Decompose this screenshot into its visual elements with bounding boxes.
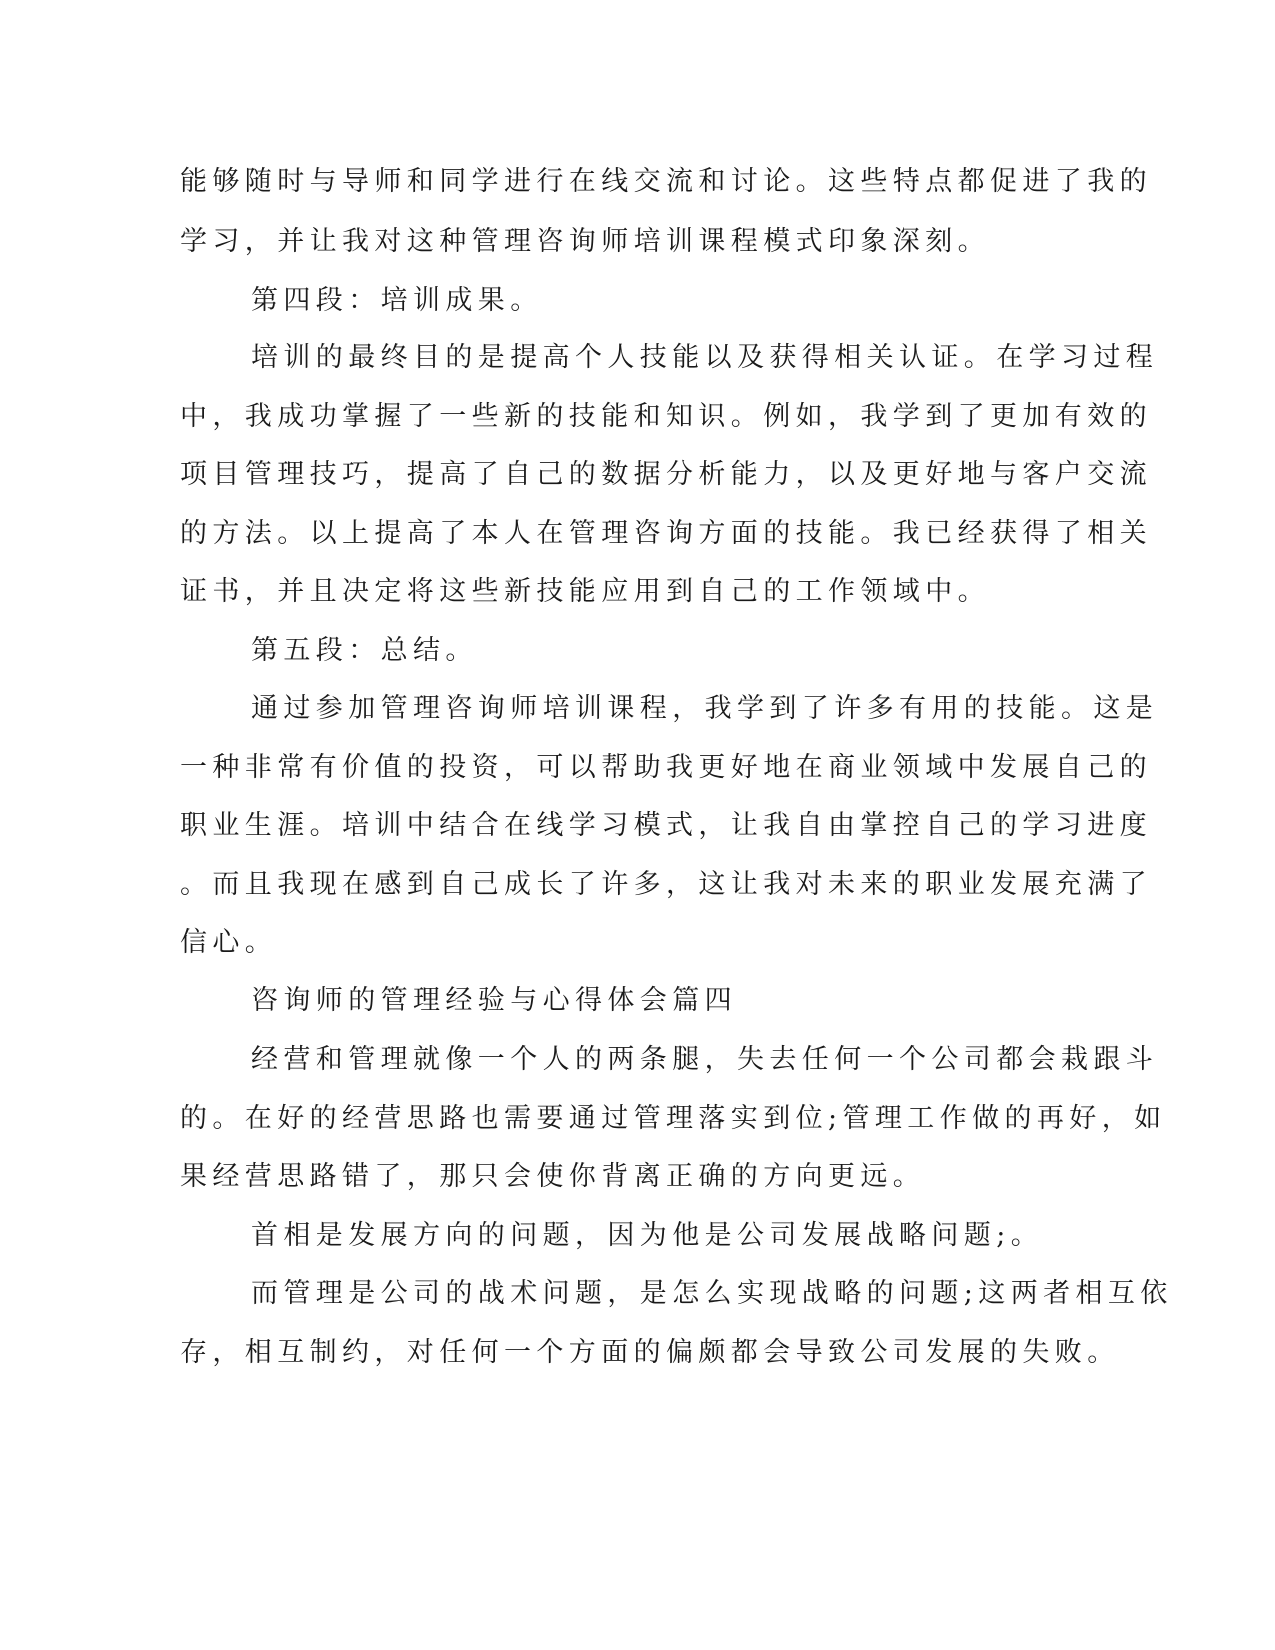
- text-line: 证书，并且决定将这些新技能应用到自己的工作领域中。: [180, 576, 990, 607]
- text-line: 的。在好的经营思路也需要通过管理落实到位;管理工作做的再好，如: [180, 1103, 1167, 1134]
- text-line: 经营和管理就像一个人的两条腿，失去任何一个公司都会栽跟斗: [251, 1044, 1159, 1075]
- text-line: 而管理是公司的战术问题，是怎么实现战略的问题;这两者相互依: [251, 1278, 1173, 1309]
- text-line: 中，我成功掌握了一些新的技能和知识。例如，我学到了更加有效的: [180, 401, 1152, 432]
- text-line: 学习，并让我对这种管理咨询师培训课程模式印象深刻。: [180, 226, 990, 257]
- text-line: 项目管理技巧，提高了自己的数据分析能力，以及更好地与客户交流: [180, 459, 1152, 490]
- article-title: 咨询师的管理经验与心得体会篇四: [251, 985, 737, 1016]
- section-heading: 第五段：总结。: [251, 635, 478, 666]
- text-line: 一种非常有价值的投资，可以帮助我更好地在商业领域中发展自己的: [180, 752, 1152, 783]
- text-line: 通过参加管理咨询师培训课程，我学到了许多有用的技能。这是: [251, 693, 1159, 724]
- section-heading: 第四段：培训成果。: [251, 285, 543, 316]
- text-line: 职业生涯。培训中结合在线学习模式，让我自由掌控自己的学习进度: [180, 810, 1152, 841]
- text-line: 能够随时与导师和同学进行在线交流和讨论。这些特点都促进了我的: [180, 166, 1152, 197]
- text-line: 。而且我现在感到自己成长了许多，这让我对未来的职业发展充满了: [180, 869, 1152, 900]
- text-line: 存，相互制约，对任何一个方面的偏颇都会导致公司发展的失败。: [180, 1337, 1120, 1368]
- text-line: 的方法。以上提高了本人在管理咨询方面的技能。我已经获得了相关: [180, 518, 1152, 549]
- text-line: 培训的最终目的是提高个人技能以及获得相关认证。在学习过程: [251, 342, 1159, 373]
- text-line: 信心。: [180, 927, 278, 958]
- text-line: 首相是发展方向的问题，因为他是公司发展战略问题;。: [251, 1220, 1044, 1251]
- text-line: 果经营思路错了，那只会使你背离正确的方向更远。: [180, 1161, 926, 1192]
